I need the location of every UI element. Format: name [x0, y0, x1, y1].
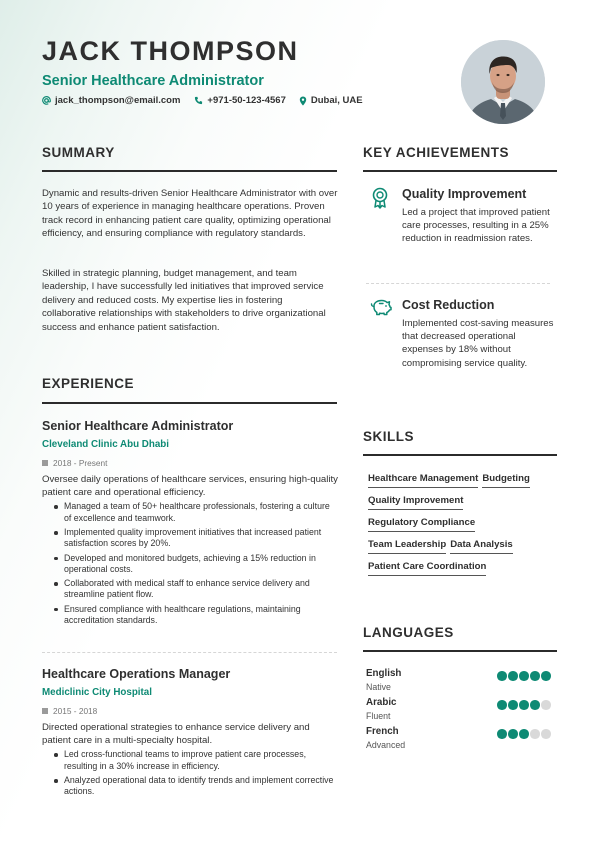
job-dates: [42, 458, 338, 468]
job-description: Directed operational strategies to enhance service delivery and patient care in a multi-specialty hospital.: [42, 722, 310, 747]
achievement-title: Cost Reduction: [402, 298, 495, 312]
skills-rule: [363, 454, 557, 456]
job-company: Cleveland Clinic Abu Dhabi: [42, 439, 170, 450]
skill-tag: Patient Care Coordination: [368, 561, 486, 576]
phone-icon: [194, 96, 203, 105]
job-title: Healthcare Operations Manager: [42, 667, 231, 681]
skills-heading: SKILLS: [363, 429, 415, 444]
job-bullet: Led cross-functional teams to improve patient care processes, resulting in a 30% increase in efficiency.: [54, 749, 338, 771]
candidate-name: JACK THOMPSON: [42, 36, 299, 66]
skills-row: [368, 473, 558, 488]
calendar-icon: [42, 460, 48, 466]
rating-dot-filled: [508, 671, 518, 681]
summary-paragraph-2: Skilled in strategic planning, budget management, and team leadership, I have successfully led initiatives that improved service delivery and reduced costs. My expertise lies in fostering collaborative relationships with stakeholders to drive organizational success and enhance patient satisfaction.: [42, 268, 326, 333]
job-company: Mediclinic City Hospital: [42, 687, 152, 698]
achievement-divider: [366, 283, 550, 284]
candidate-title: Senior Healthcare Administrator: [42, 73, 264, 89]
language-rating: [497, 671, 552, 681]
languages-rule: [363, 650, 557, 652]
achievements-heading: KEY ACHIEVEMENTS: [363, 145, 510, 160]
language-name: English: [366, 668, 402, 679]
rating-dot-filled: [519, 729, 529, 739]
language-level: Fluent: [366, 711, 391, 721]
achievement-description: Led a project that improved patient care processes, resulting in a 25% reduction in readmission rates.: [402, 207, 550, 245]
skill-tag: Data Analysis: [450, 539, 513, 554]
job-dates-text: 2015 - 2018: [53, 706, 98, 716]
rating-dot-filled: [508, 700, 518, 710]
skill-tag: Quality Improvement: [368, 495, 463, 510]
rating-dot-filled: [530, 671, 540, 681]
achievement-item: [366, 187, 556, 287]
languages-heading: LANGUAGES: [363, 625, 454, 640]
skill-tag: Budgeting: [482, 473, 529, 488]
job-bullets: [42, 749, 338, 797]
rating-dot-filled: [541, 671, 551, 681]
summary-heading: SUMMARY: [42, 145, 115, 160]
language-item: [366, 697, 556, 721]
contact-phone[interactable]: [194, 95, 285, 106]
contact-location: [299, 95, 363, 106]
job-entry: [42, 667, 338, 801]
language-rating: [497, 700, 552, 710]
skills-row: [368, 495, 558, 510]
achievement-description: Implemented cost-saving measures that decreased operational expenses by 18% without compromising service quality.: [402, 318, 554, 369]
job-bullet: Analyzed operational data to identify trends and implement corrective actions.: [54, 775, 338, 797]
experience-rule: [42, 402, 337, 404]
skills-row: [368, 517, 558, 532]
contact-email[interactable]: [42, 95, 180, 106]
skill-tag: Team Leadership: [368, 539, 446, 554]
rating-dot-empty: [541, 700, 551, 710]
language-name: Arabic: [366, 697, 397, 708]
job-bullet: Managed a team of 50+ healthcare professionals, fostering a culture of excellence and teamwork.: [54, 501, 338, 523]
language-item: [366, 726, 556, 750]
job-bullet: Ensured compliance with healthcare regulations, maintaining accreditation standards.: [54, 604, 338, 626]
job-dates: [42, 706, 338, 716]
rating-dot-filled: [497, 700, 507, 710]
at-sign-icon: [42, 96, 51, 105]
skill-tag: Regulatory Compliance: [368, 517, 475, 532]
rating-dot-filled: [497, 729, 507, 739]
award-ribbon-icon: [370, 187, 390, 209]
achievement-title: Quality Improvement: [402, 187, 527, 201]
rating-dot-filled: [497, 671, 507, 681]
language-item: [366, 668, 556, 692]
job-bullet: Developed and monitored budgets, achieving a 15% reduction in operational costs.: [54, 553, 338, 575]
summary-rule: [42, 170, 337, 172]
rating-dot-filled: [519, 700, 529, 710]
job-bullet: Implemented quality improvement initiatives that increased patient satisfaction scores by 20%.: [54, 527, 338, 549]
portrait-illustration: [461, 40, 545, 124]
skill-tag: Healthcare Management: [368, 473, 478, 488]
job-entry: [42, 419, 338, 629]
map-pin-icon: [299, 96, 307, 106]
skills-list: [368, 473, 558, 583]
rating-dot-empty: [541, 729, 551, 739]
language-level: Advanced: [366, 740, 406, 750]
achievements-rule: [363, 170, 557, 172]
rating-dot-filled: [519, 671, 529, 681]
skills-row: [368, 561, 558, 576]
language-name: French: [366, 726, 399, 737]
job-divider: [42, 652, 337, 653]
contact-bar: [42, 95, 375, 106]
language-rating: [497, 729, 552, 739]
piggy-bank-icon: [370, 298, 392, 316]
language-level: Native: [366, 682, 391, 692]
calendar-icon: [42, 708, 48, 714]
profile-photo: [461, 40, 545, 124]
skills-row: [368, 539, 558, 554]
location-text: Dubai, UAE: [310, 95, 363, 106]
email-text: jack_thompson@email.com: [55, 95, 181, 106]
job-title: Senior Healthcare Administrator: [42, 419, 234, 433]
job-bullet: Collaborated with medical staff to enhance service delivery and streamline patient flow.: [54, 578, 338, 600]
rating-dot-filled: [530, 700, 540, 710]
summary-paragraph-1: Dynamic and results-driven Senior Healthcare Administrator with over 10 years of experience in managing healthcare operations. Proven track record in enhancing patient care quality, optimizing operational efficiency, and ensuring compliance with regulatory standards.: [42, 188, 338, 240]
job-dates-text: 2018 - Present: [53, 458, 108, 468]
phone-text: +971-50-123-4567: [207, 95, 286, 106]
job-bullets: [42, 501, 338, 626]
rating-dot-empty: [530, 729, 540, 739]
rating-dot-filled: [508, 729, 518, 739]
experience-heading: EXPERIENCE: [42, 376, 135, 391]
achievement-item: [366, 298, 556, 388]
job-description: Oversee daily operations of healthcare services, ensuring high-quality patient care and operational efficiency.: [42, 474, 338, 499]
